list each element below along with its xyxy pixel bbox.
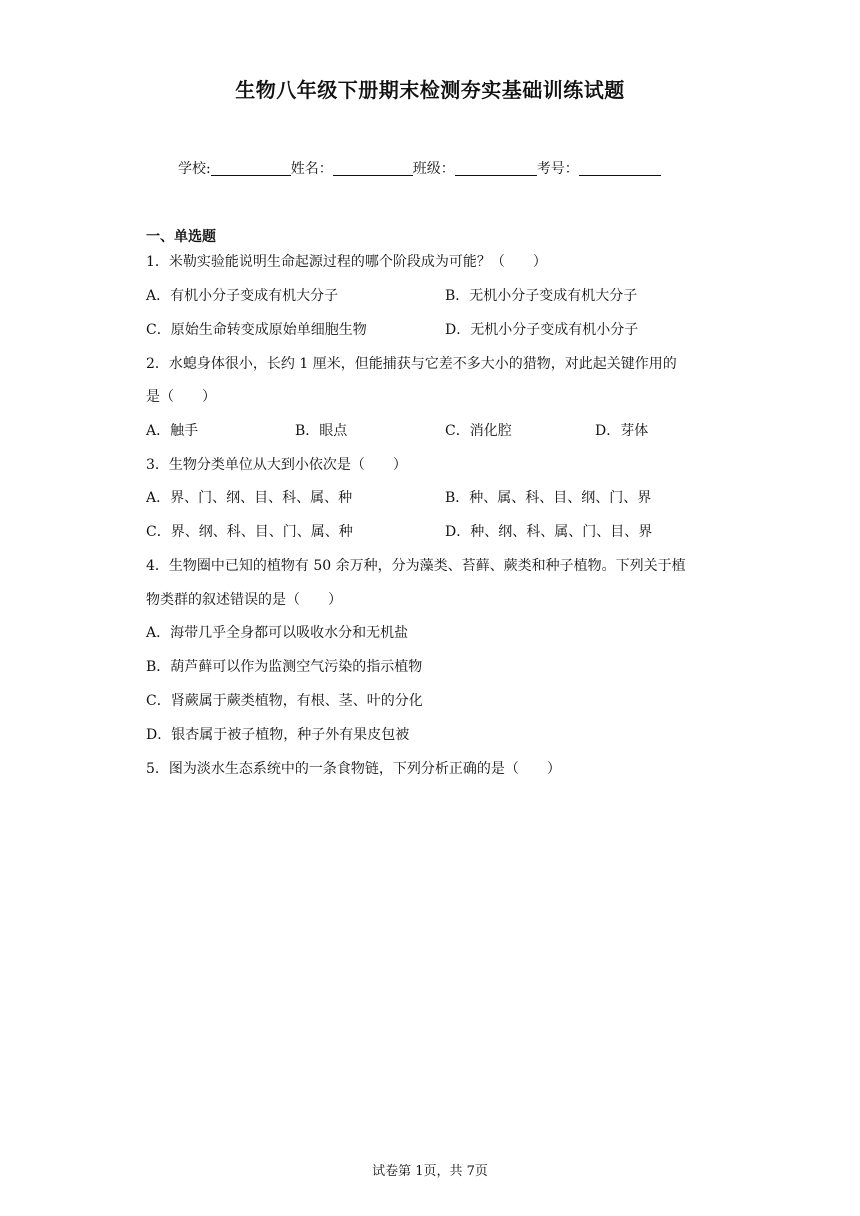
name-label: 姓名： [290, 161, 333, 177]
exam-number-blank [579, 161, 661, 176]
school-label: 学校: [178, 161, 211, 177]
question-4-option-b: B．葫芦藓可以作为监测空气污染的指示植物 [146, 659, 423, 675]
question-2-stem-line-1: 2．水螅身体很小，长约 1 厘米，但能捕获与它差不多大小的猎物，对此起关键作用的 [146, 356, 677, 372]
question-1-option-a: A．有机小分子变成有机大分子 [146, 288, 339, 304]
question-1-option-b: B．无机小分子变成有机大分子 [445, 288, 638, 304]
question-3-stem: 3．生物分类单位从大到小依次是（ ） [146, 457, 407, 473]
page-footer: 试卷第 1页，共 7页 [372, 1164, 488, 1179]
question-4-option-a: A．海带几乎全身都可以吸收水分和无机盐 [146, 625, 409, 641]
question-2-option-c: C．消化腔 [445, 423, 512, 439]
question-4-stem-line-1: 4．生物圈中已知的植物有 50 余万种，分为藻类、苔藓、蕨类和种子植物。下列关于植 [146, 558, 686, 574]
question-2-option-b: B．眼点 [295, 423, 348, 439]
question-3-option-a: A．界、门、纲、目、科、属、种 [146, 490, 353, 506]
student-info-row [178, 158, 661, 178]
exam-title: 生物八年级下册期末检测夯实基础训练试题 [235, 78, 625, 102]
question-5-stem: 5．图为淡水生态系统中的一条食物链，下列分析正确的是（ ） [146, 761, 561, 777]
class-blank [455, 161, 537, 176]
question-1-option-c: C．原始生命转变成原始单细胞生物 [146, 322, 367, 338]
exam-number-label: 考号： [536, 161, 579, 177]
question-2-option-a: A．触手 [146, 423, 199, 439]
question-1-option-d: D．无机小分子变成有机小分子 [445, 322, 639, 338]
question-2-stem-line-2: 是（ ） [146, 389, 216, 405]
question-3-option-d: D．种、纲、科、属、门、目、界 [445, 524, 653, 540]
school-blank [211, 161, 291, 176]
question-3-option-b: B．种、属、科、目、纲、门、界 [445, 490, 652, 506]
question-1-stem: 1．米勒实验能说明生命起源过程的哪个阶段成为可能？（ ） [146, 254, 547, 270]
section-heading: 一、单选题 [146, 229, 216, 245]
name-blank [333, 161, 413, 176]
question-3-option-c: C．界、纲、科、目、门、属、种 [146, 524, 353, 540]
question-2-option-d: D．芽体 [595, 423, 649, 439]
question-4-option-c: C．肾蕨属于蕨类植物，有根、茎、叶的分化 [146, 693, 423, 709]
question-4-option-d: D．银杏属于被子植物，种子外有果皮包被 [146, 727, 410, 743]
question-4-stem-line-2: 物类群的叙述错误的是（ ） [146, 592, 342, 608]
class-label: 班级： [412, 161, 455, 177]
